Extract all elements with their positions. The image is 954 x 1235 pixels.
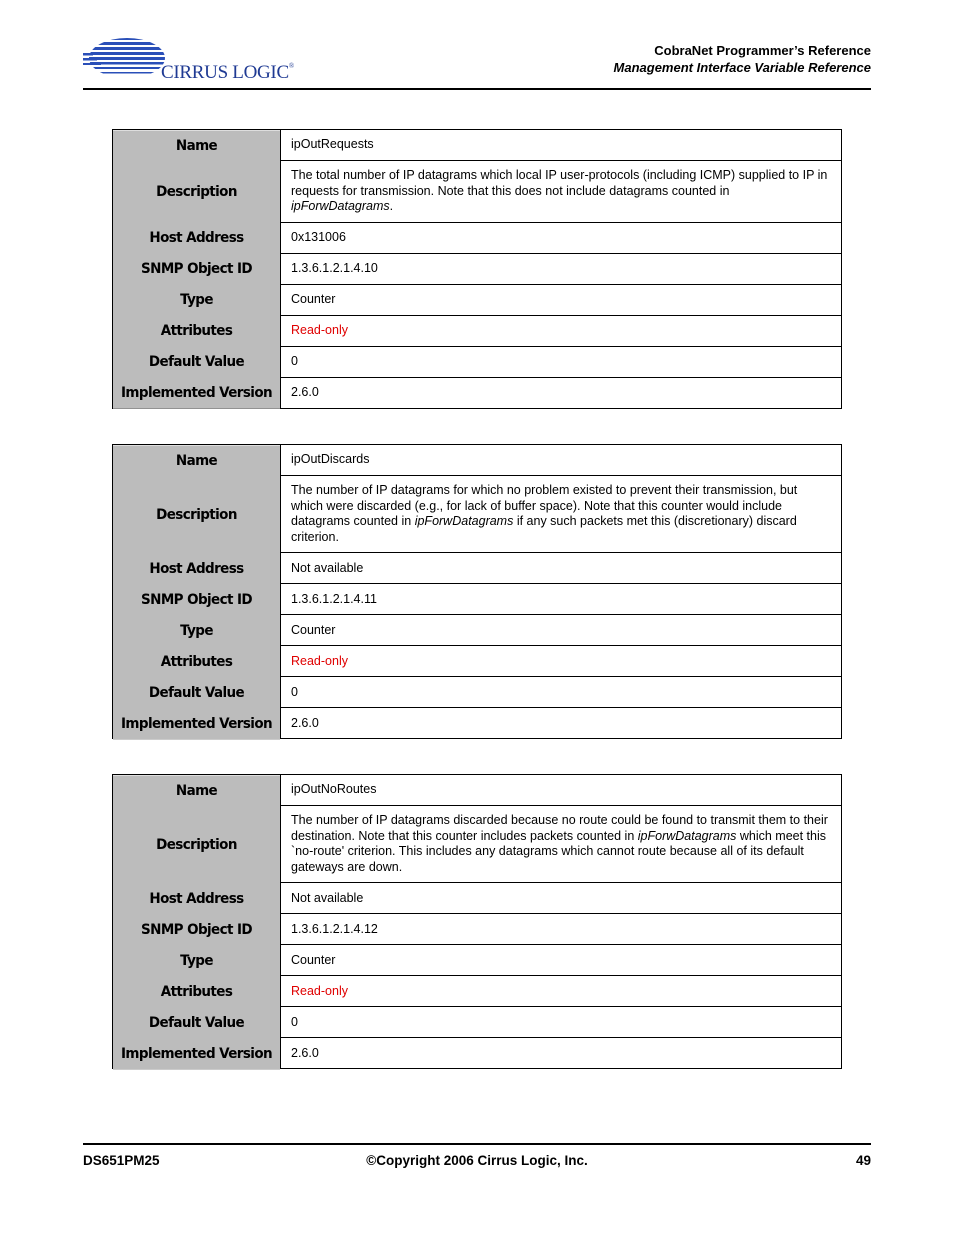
row-label: SNMP Object ID <box>113 583 281 616</box>
variable-table-ipoutnoroutes <box>112 774 842 1069</box>
row-value: 1.3.6.1.2.1.4.11 <box>281 584 842 615</box>
table-row <box>113 883 842 914</box>
row-value: Read-only <box>281 646 842 677</box>
table-row <box>113 346 842 377</box>
table-row <box>113 253 842 284</box>
page-number: 49 <box>855 1153 871 1168</box>
row-label: Name <box>113 774 281 807</box>
row-value: 0x131006 <box>281 222 842 253</box>
copyright-notice: ©Copyright 2006 Cirrus Logic, Inc. <box>366 1153 588 1168</box>
row-label: Attributes <box>113 645 281 678</box>
row-value: ipOutNoRoutes <box>281 775 842 806</box>
table-row <box>113 377 842 408</box>
row-value: The number of IP datagrams discarded because no route could be found to transmit them to their destination. Note that this counter includes packets counted in ipForwDatagrams which meet this `no-route' criterion. This includes any datagrams which cannot route because all of its default gateways are down. <box>281 806 842 883</box>
row-value: ipOutRequests <box>281 130 842 161</box>
table-row <box>113 775 842 806</box>
table-row <box>113 222 842 253</box>
italic-term: ipForwDatagrams <box>414 514 514 529</box>
row-label: Host Address <box>113 882 281 915</box>
row-label: Description <box>113 804 281 885</box>
row-value: 0 <box>281 1007 842 1038</box>
row-label: Name <box>113 444 281 477</box>
table-row <box>113 315 842 346</box>
table-row <box>113 976 842 1007</box>
page-header <box>83 30 871 88</box>
table-row <box>113 708 842 739</box>
row-label: Host Address <box>113 552 281 585</box>
row-label: Host Address <box>113 222 281 255</box>
row-value: ipOutDiscards <box>281 445 842 476</box>
variable-table-ipoutrequests <box>112 129 842 409</box>
row-value: 0 <box>281 677 842 708</box>
header-rule <box>83 88 871 90</box>
row-label: Type <box>113 614 281 647</box>
row-label: SNMP Object ID <box>113 253 281 286</box>
table-row <box>113 677 842 708</box>
row-value: Not available <box>281 553 842 584</box>
row-label: Implemented Version <box>113 1037 281 1070</box>
header-titles <box>614 42 871 76</box>
row-label: Default Value <box>113 676 281 709</box>
row-value: Read-only <box>281 315 842 346</box>
footer-rule <box>83 1143 871 1145</box>
cirrus-logic-logo <box>83 34 298 82</box>
row-label: Type <box>113 944 281 977</box>
table-row <box>113 806 842 883</box>
table-row <box>113 553 842 584</box>
row-label: Implemented Version <box>113 707 281 740</box>
row-value: Not available <box>281 883 842 914</box>
row-label: Type <box>113 284 281 317</box>
row-value: Counter <box>281 615 842 646</box>
row-value: 0 <box>281 346 842 377</box>
table-row <box>113 914 842 945</box>
table-row <box>113 445 842 476</box>
row-label: Attributes <box>113 315 281 348</box>
table-row <box>113 646 842 677</box>
row-value: 1.3.6.1.2.1.4.12 <box>281 914 842 945</box>
row-label: Implemented Version <box>113 377 281 410</box>
document-id: DS651PM25 <box>83 1153 160 1168</box>
table-row <box>113 1038 842 1069</box>
table-row <box>113 284 842 315</box>
row-label: Default Value <box>113 1006 281 1039</box>
row-label: Default Value <box>113 346 281 379</box>
row-label: SNMP Object ID <box>113 913 281 946</box>
section-title: Management Interface Variable Reference <box>613 60 871 75</box>
row-value: 2.6.0 <box>281 1038 842 1069</box>
row-value: Counter <box>281 945 842 976</box>
row-value: The total number of IP datagrams which local IP user-protocols (including ICMP) supplied to IP in requests for transmission. Note that this does not include datagrams counted in ipForwDatagrams. <box>281 161 842 223</box>
table-row <box>113 945 842 976</box>
logo-wordmark: CIRRUS LOGIC® <box>161 62 294 83</box>
table-row <box>113 584 842 615</box>
italic-term: ipForwDatagrams <box>637 828 737 843</box>
table-row <box>113 615 842 646</box>
row-label: Description <box>113 474 281 555</box>
row-value: Read-only <box>281 976 842 1007</box>
table-row <box>113 1007 842 1038</box>
row-label: Attributes <box>113 975 281 1008</box>
row-value: 1.3.6.1.2.1.4.10 <box>281 253 842 284</box>
row-value: The number of IP datagrams for which no problem existed to prevent their transmission, but which were discarded (e.g., for lack of buffer space). Note that this counter would include datagrams counted in ipForwDatagrams if any such packets met this (discretionary) discard criterion. <box>281 476 842 553</box>
italic-term: ipForwDatagrams <box>291 199 390 214</box>
variable-table-ipoutdiscards <box>112 444 842 739</box>
row-value: 2.6.0 <box>281 377 842 408</box>
row-value: 2.6.0 <box>281 708 842 739</box>
row-value: Counter <box>281 284 842 315</box>
table-row <box>113 161 842 223</box>
row-label: Name <box>113 129 281 162</box>
row-label: Description <box>113 159 281 224</box>
table-row <box>113 130 842 161</box>
document-title: CobraNet Programmer’s Reference <box>654 43 871 58</box>
table-row <box>113 476 842 553</box>
